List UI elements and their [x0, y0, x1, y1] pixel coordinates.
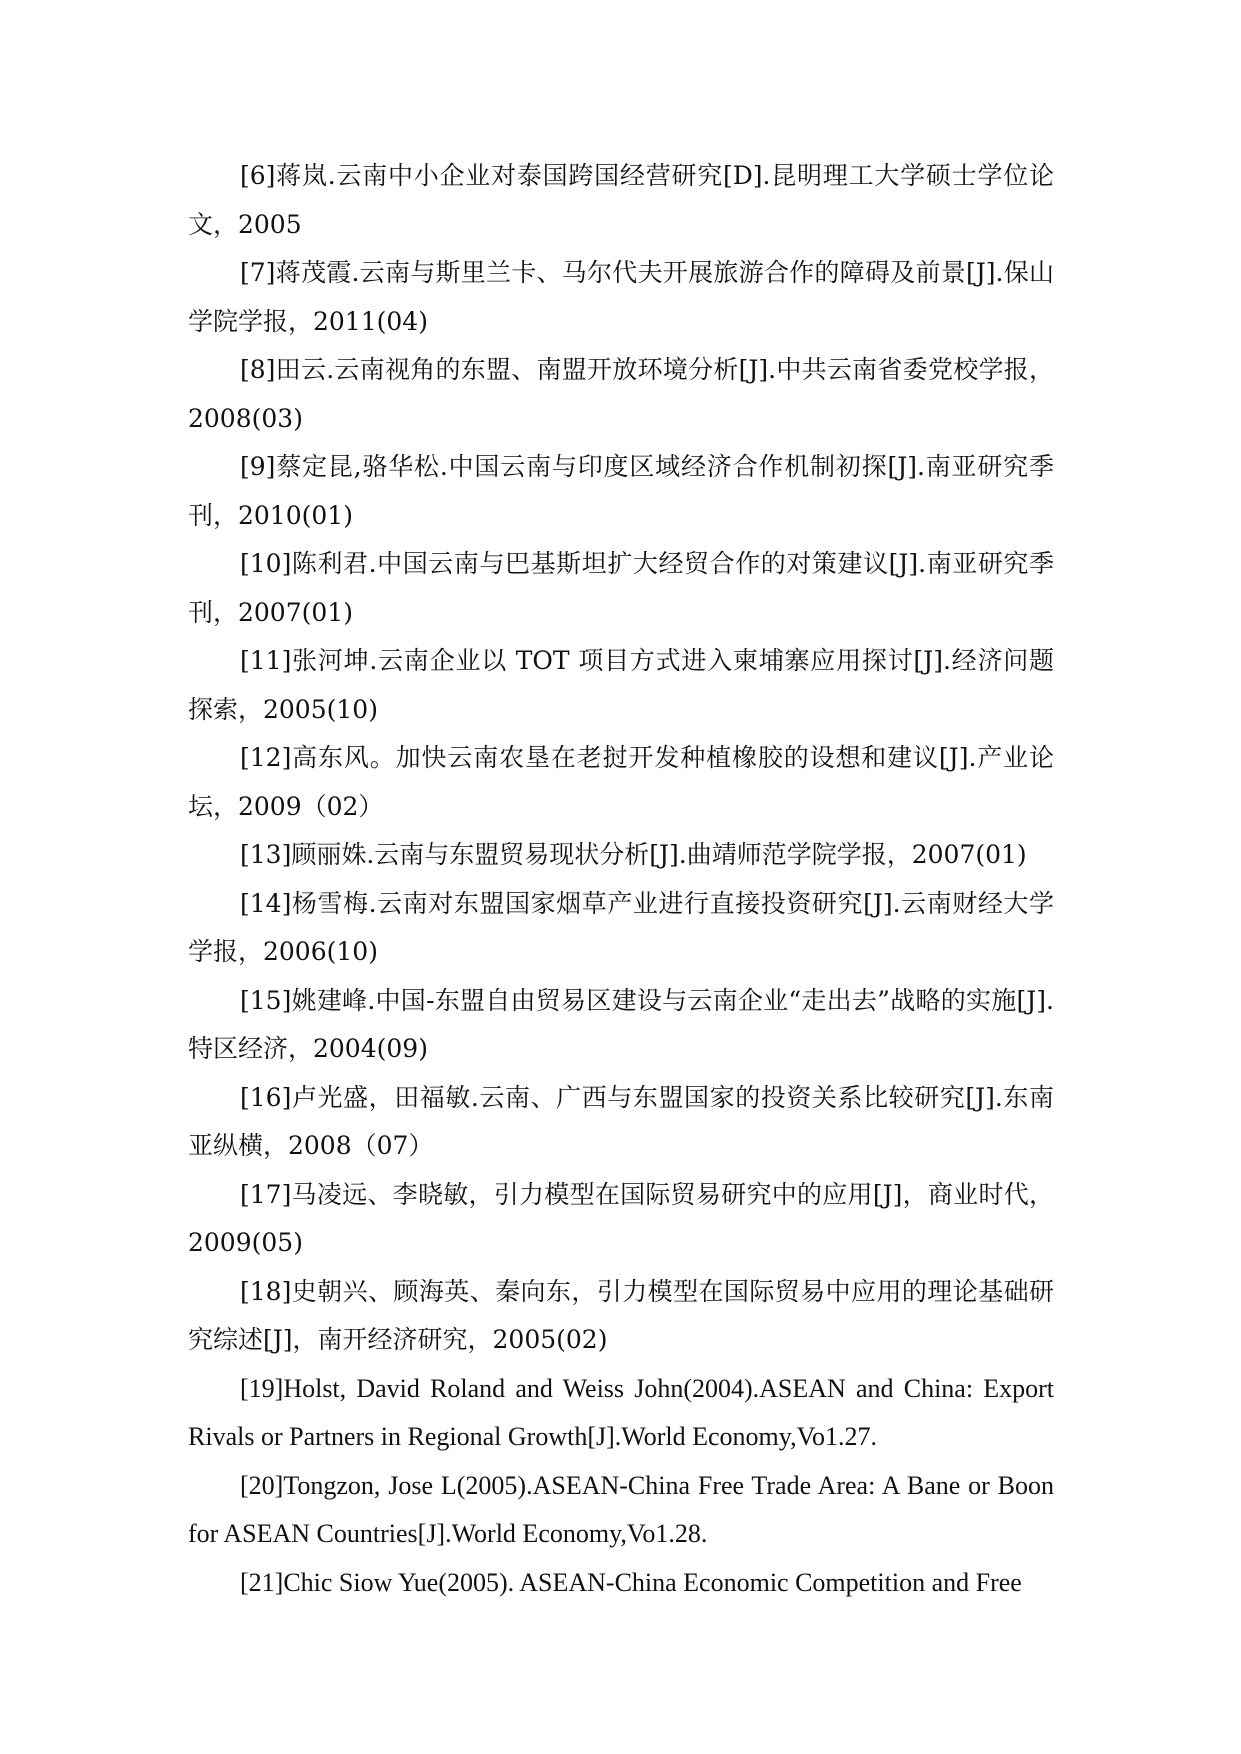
reference-entry: [7]蒋茂霞.云南与斯里兰卡、马尔代夫开展旅游合作的障碍及前景[J].保山学院学报，2011(04) [188, 258, 1054, 336]
reference-entry: [20]Tongzon, Jose L(2005).ASEAN-China Free Trade Area: A Bane or Boon for ASEAN Countries[J].World Economy,Vo1.28. [188, 1470, 1054, 1548]
reference-entry: [19]Holst, David Roland and Weiss John(2004).ASEAN and China: Export Rivals or Partners in Regional Growth[J].World Economy,Vo1.27. [188, 1373, 1054, 1451]
reference-entry: [8]田云.云南视角的东盟、南盟开放环境分析[J].中共云南省委党校学报，2008(03) [188, 355, 1054, 433]
reference-entry: [14]杨雪梅.云南对东盟国家烟草产业进行直接投资研究[J].云南财经大学学报，2006(10) [188, 888, 1054, 966]
reference-entry: [17]马凌远、李晓敏，引力模型在国际贸易研究中的应用[J]，商业时代，2009(05) [188, 1179, 1054, 1257]
reference-entry: [16]卢光盛，田福敏.云南、广西与东盟国家的投资关系比较研究[J].东南亚纵横，2008（07） [188, 1082, 1054, 1160]
reference-entry: [9]蔡定昆,骆华松.中国云南与印度区域经济合作机制初探[J].南亚研究季刊，2010(01) [188, 452, 1054, 530]
reference-entry: [12]高东风。加快云南农垦在老挝开发种植橡胶的设想和建议[J].产业论坛，2009（02） [188, 743, 1054, 821]
reference-entry: [13]顾丽姝.云南与东盟贸易现状分析[J].曲靖师范学院学报，2007(01) [240, 840, 1027, 869]
reference-entry: [18]史朝兴、顾海英、秦向东，引力模型在国际贸易中应用的理论基础研究综述[J]，南开经济研究，2005(02) [188, 1276, 1054, 1354]
reference-list [188, 152, 1054, 1607]
reference-entry: [15]姚建峰.中国-东盟自由贸易区建设与云南企业“走出去”战略的实施[J].特区经济，2004(09) [188, 985, 1054, 1063]
reference-entry: [10]陈利君.中国云南与巴基斯坦扩大经贸合作的对策建议[J].南亚研究季刊，2007(01) [188, 549, 1054, 627]
reference-entry: [6]蒋岚.云南中小企业对泰国跨国经营研究[D].昆明理工大学硕士学位论文，2005 [188, 161, 1054, 239]
reference-entry: [21]Chic Siow Yue(2005). ASEAN-China Economic Competition and Free [240, 1567, 1022, 1597]
reference-entry: [11]张河坤.云南企业以 TOT 项目方式进入柬埔寨应用探讨[J].经济问题探索，2005(10) [188, 646, 1054, 724]
